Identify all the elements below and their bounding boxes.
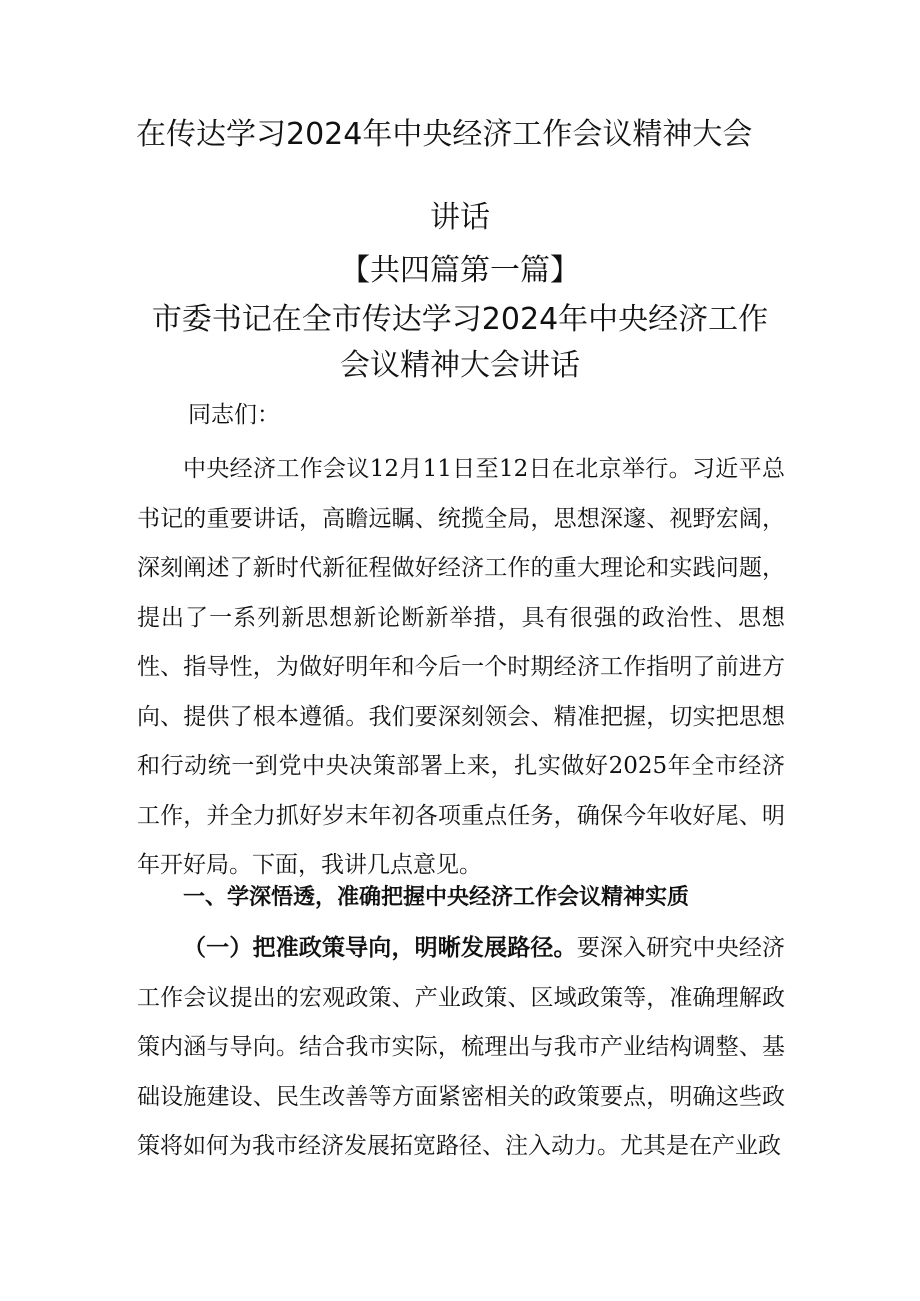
document-part-label: 【共四篇第一篇】: [340, 253, 580, 288]
body-paragraph-2: [137, 924, 785, 1172]
paragraph-2-lead: （一）把准政策导向，明晰发展路径。: [183, 935, 577, 961]
body-paragraph-1: 中央经济工作会议12月11日至12日在北京举行。习近平总书记的重要讲话，高瞻远瞩、统揽全局，思想深邃、视野宏阔，深刻阐述了新时代新征程做好经济工作的重大理论和实践问题，提出了一系列新思想新论断新举措，具有很强的政治性、思想性、指导性，为做好明年和今后一个时期经济工作指明了前进方向、提供了根本遵循。我们要深刻领会、精准把握，切实把思想和行动统一到党中央决策部署上来，扎实做好2025年全市经济工作，并全力抓好岁末年初各项重点任务，确保今年收好尾、明年开好局。下面，我讲几点意见。: [137, 456, 785, 878]
document-subtitle-line-2: 会议精神大会讲话: [340, 348, 580, 383]
document-title-line-2: 讲话: [430, 200, 490, 235]
paragraph-2-body: 要深入研究中央经济工作会议提出的宏观政策、产业政策、区域政策等，准确理解政策内涵与导向。结合我市实际，梳理出与我市产业结构调整、基础设施建设、民生改善等方面紧密相关的政策要点，明确这些政策将如何为我市经济发展拓宽路径、注入动力。尤其是在产业政: [137, 935, 786, 1159]
document-title-line-1: 在传达学习2024年中央经济工作会议精神大会: [136, 117, 753, 152]
document-subtitle-line-1: 市委书记在全市传达学习2024年中央经济工作: [151, 302, 769, 337]
salutation: 同志们：: [188, 402, 280, 428]
section-heading-1: 一、学深悟透，准确把握中央经济工作会议精神实质: [183, 885, 690, 910]
